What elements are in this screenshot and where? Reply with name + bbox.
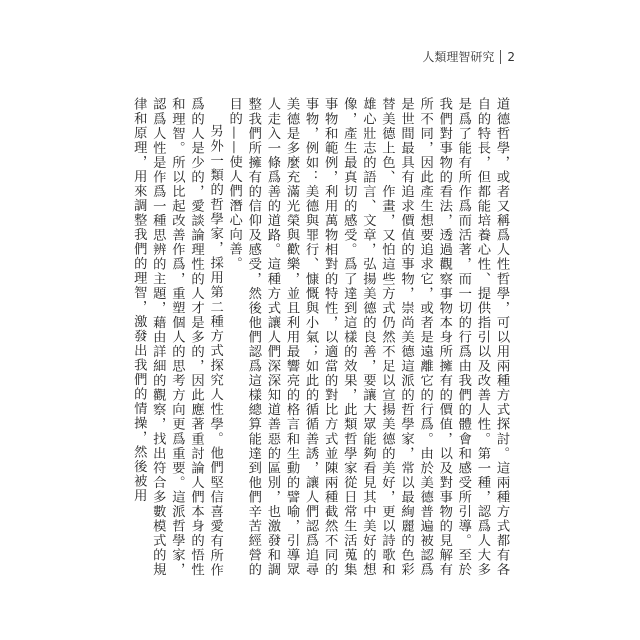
running-header xyxy=(422,48,515,65)
header-divider xyxy=(500,50,501,64)
paragraph: 另外一類的哲學家，採用第二種方式探究人性學。他們堅信喜愛有所作爲的人是少的，愛談論理性的人才是多的，因此應著重討論人們本身的悟性和理智。所以比起改善作爲，重塑個人的思考方向更爲重要。這派哲學家，認爲人性是作爲一種思辨的主題，藉由詳細的觀察，找出符合多數模式的規律和原理，用來調整我們的理智，激發出我們的情操，然後被用 xyxy=(131,97,223,577)
paragraph: 道德哲學，或者又稱爲人性哲學，可以用兩種方式探討。這兩種方式都有各自的特長，但都能培養心性、提供指引以及改善人性。第一種，認爲人大多是爲了能有所作爲而活著，而一切的行爲由我們的體會和感受所引導。至於我們對事物的看法，透過觀察事物本身所擁有的價值，以及對事物的見解有所不同，因此產生想要追求它，或者是遠離它的行爲。由於美德普遍被認爲是世間最具有追求價值的事物，崇尚美德這派的哲學家，常以最絢麗的色彩替美德上色、作畫，又怕這些方式仍然不足以宣揚美德的美好，更以詩歌和雄心壯志的語言、文章，弘揚美德的良善，要讓大眾能夠看見其中美好的想像，產生最真切的感受。爲了達到這樣的效果，此類哲學家從日常生活蒐集事物和範例，利用萬物相對的特性，以適當的對比方式並陳兩種截然不同的事物，例如：美德與罪行、慷慨與小氣；如此的循循善誘，讓人們認爲追尋美德是多麼充滿光榮與歡樂，並且利用最響亮的格言和生動的譬喻，引導眾人走入一條爲善的道路。這種方式讓人們深深知道善惡的區別，也激發和調整我們所擁有的信仰及感受，然後他們認爲這樣總算能達到他們辛苦經營的目的——使人們潛心向善。 xyxy=(226,97,509,577)
vertical-body-text xyxy=(131,97,511,577)
page-number: 2 xyxy=(507,49,515,64)
running-title: 人類理智研究 xyxy=(422,50,495,64)
